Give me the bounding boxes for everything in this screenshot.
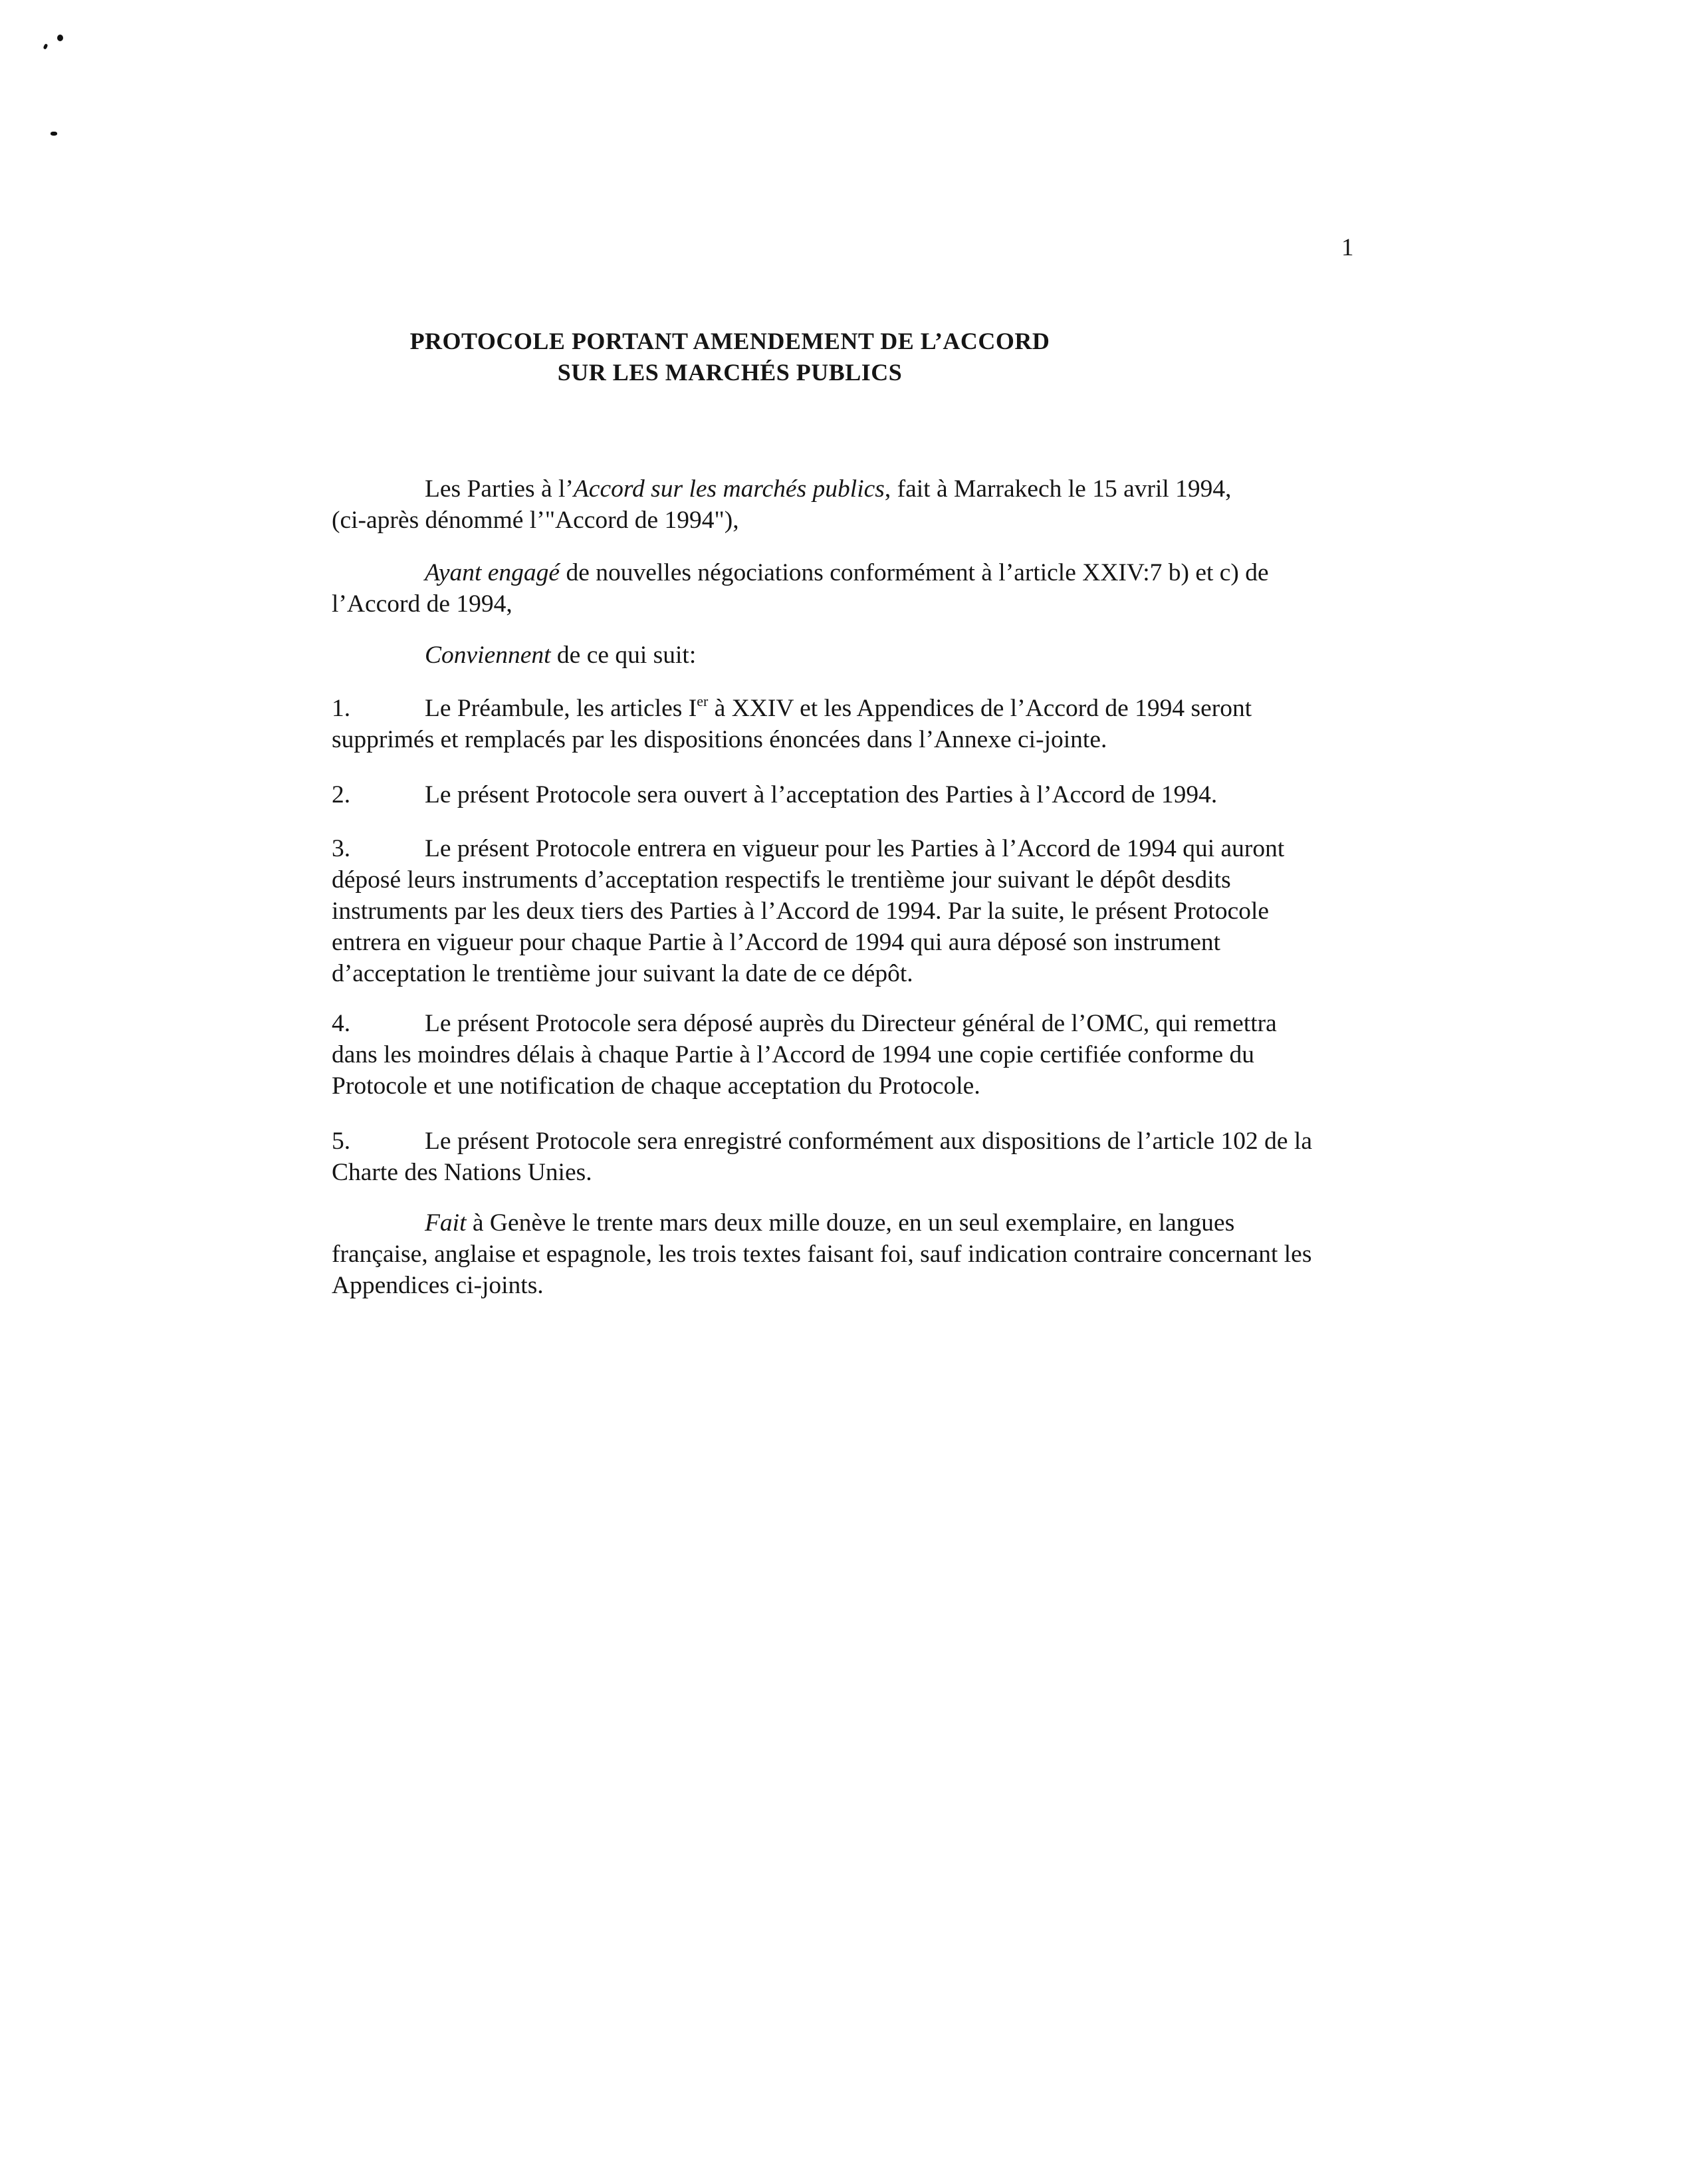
page-number: 1 xyxy=(1341,234,1354,261)
preamble-negotiations: Ayant engagé de nouvelles négociations conformément à l’article XXIV:7 b) et c) de l’Accord de 1994, xyxy=(332,559,1269,618)
article-3: 3. Le présent Protocole entrera en vigueur pour les Parties à l’Accord de 1994 qui auront déposé leurs instruments d’acceptation respectifs le trentième jour suivant le dépôt desdits instruments par les deux tiers des Parties à l’Accord de 1994. Par la suite, le présent Protocole entrera en vigueur pour chaque Partie à l’Accord de 1994 qui aura déposé son instrument d’acceptation le trentième jour suivant la date de ce dépôt. xyxy=(332,833,1284,989)
scan-speck xyxy=(43,43,49,49)
document-title xyxy=(332,326,1127,388)
article-2: 2. Le présent Protocole sera ouvert à l’acceptation des Parties à l’Accord de 1994. xyxy=(332,779,1217,810)
article-number: 1. xyxy=(332,695,351,722)
title-line-1: PROTOCOLE PORTANT AMENDEMENT DE L’ACCORD xyxy=(409,328,1050,354)
preamble-parties: Les Parties à l’Accord sur les marchés publics, fait à Marrakech le 15 avril 1994, (ci-après dénommé l’"Accord de 1994"), xyxy=(332,475,1232,534)
article-number: 5. xyxy=(332,1128,351,1155)
article-1: 1. Le Préambule, les articles Ier à XXIV et les Appendices de l’Accord de 1994 seront supprimés et remplacés par les dispositions énoncées dans l’Annexe ci-jointe. xyxy=(332,692,1252,753)
article-number: 4. xyxy=(332,1010,351,1037)
agreement-title: Accord sur les marchés publics xyxy=(573,475,885,503)
article-4: 4. Le présent Protocole sera déposé auprès du Directeur général de l’OMC, qui remettra dans les moindres délais à chaque Partie à l’Accord de 1994 une copie certifiée conforme du Protocole et une notification de chaque acceptation du Protocole. xyxy=(332,1008,1277,1102)
scan-speck xyxy=(51,132,57,136)
closing-clause: Fait à Genève le trente mars deux mille douze, en un seul exemplaire, en langues française, anglaise et espagnole, les trois textes faisant foi, sauf indication contraire concernant les Appendices ci-joints. xyxy=(332,1209,1312,1299)
preamble-agree: Conviennent de ce qui suit: xyxy=(425,642,697,669)
article-number: 2. xyxy=(332,781,351,808)
article-number: 3. xyxy=(332,835,351,862)
title-line-2: SUR LES MARCHÉS PUBLICS xyxy=(557,359,903,386)
scan-speck xyxy=(57,35,63,41)
article-5: 5. Le présent Protocole sera enregistré conformément aux dispositions de l’article 102 de la Charte des Nations Unies. xyxy=(332,1126,1312,1188)
